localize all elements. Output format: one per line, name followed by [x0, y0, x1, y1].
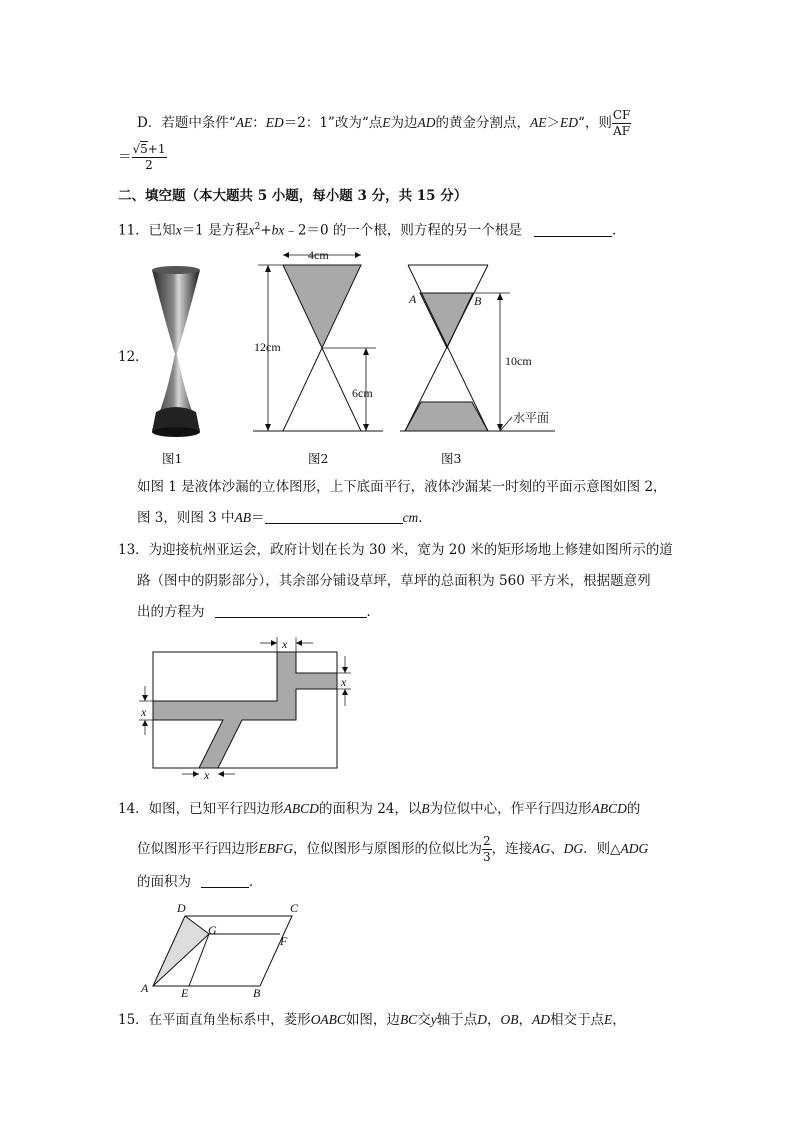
fig3-caption: 图3 [441, 451, 462, 466]
option-d-line: D．若题中条件“AE：ED＝2：1”改为“点E为边AD的黄金分割点，AE＞ED“，则 $\frac{CF}{AF}$ [137, 108, 631, 138]
label-g: G [208, 923, 217, 937]
fraction-cf-af: $\frac{CF}{AF}$ [612, 108, 631, 138]
label-c: C [290, 901, 299, 915]
label-a: A [141, 981, 149, 995]
label-x-bottom: x [204, 768, 210, 782]
fraction-golden: $\frac{√5+1}{2}$ [132, 142, 166, 172]
answer-blank-13[interactable] [215, 603, 367, 618]
q14-line3: 的面积为 ． [137, 874, 263, 890]
answer-blank-11[interactable] [534, 222, 612, 237]
label-x-left: x [141, 705, 147, 719]
label-a: A [409, 292, 417, 306]
q14-line2: 位似图形平行四边形EBFG，位似图形与原图形的位似比为 $\frac{2}{3}$ ，连接AG、DG．则△ADG [137, 834, 649, 864]
label-e: E [181, 986, 189, 1000]
q14-line1: 14．如图，已知平行四边形ABCD的面积为 24，以B为位似中心，作平行四边形ABCD的 [118, 801, 641, 817]
label-b: B [253, 986, 261, 1000]
label-ground: 水平面 [513, 411, 550, 425]
q13-line3: 出的方程为 ． [137, 604, 380, 620]
label-6cm: 6cm [352, 386, 373, 400]
label-f: F [280, 934, 288, 948]
label-10cm: 10cm [505, 354, 532, 368]
question-11: 11．已知x＝1 是方程$x^2+bx﹣2=0$ 的一个根，则方程的另一个根是 ． [118, 222, 626, 239]
answer-blank-12[interactable] [265, 509, 403, 524]
section-title: 二、填空题（本大题共 5 小题，每小题 3 分，共 15 分） [118, 188, 468, 204]
q12-text-line2: 图 3，则图 3 中AB＝ cm． [137, 510, 432, 526]
fig2-caption: 图2 [308, 451, 329, 466]
fraction-two-thirds: $\frac{2}{3}$ [483, 834, 491, 864]
q15-line1: 15．在平面直角坐标系中，菱形OABC如图，边BC交y轴于点D，OB，AD相交于点E， [118, 1012, 626, 1028]
question-12-number: 12． [118, 349, 149, 365]
figure-2-diagram [248, 245, 408, 435]
figure-13-road-diagram [135, 636, 375, 782]
option-d-answer: ＝ $\frac{√5+1}{2}$ [118, 142, 166, 172]
q12-text-line1: 如图 1 是液体沙漏的立体图形，上下底面平行，液体沙漏某一时刻的平面示意图如图 2， [137, 479, 667, 495]
label-d: D [177, 901, 186, 915]
q13-line1: 13．为迎接杭州亚运会，政府计划在长为 30 米，宽为 20 米的矩形场地上修建如图所示的道 [118, 542, 673, 558]
q13-line2: 路（图中的阴影部分），其余部分铺设草坪，草坪的总面积为 560 平方米，根据题意列 [137, 573, 651, 589]
figure-14-parallelogram [137, 898, 317, 998]
label-x-top: x [282, 637, 288, 651]
label-x-right: x [341, 675, 347, 689]
hourglass-photo [148, 262, 208, 442]
label-12cm: 12cm [254, 340, 281, 354]
label-b: B [474, 294, 482, 308]
label-4cm: 4cm [308, 248, 329, 262]
figure-3-diagram [400, 245, 580, 435]
answer-blank-14[interactable] [201, 873, 249, 888]
fig1-caption: 图1 [162, 451, 183, 466]
